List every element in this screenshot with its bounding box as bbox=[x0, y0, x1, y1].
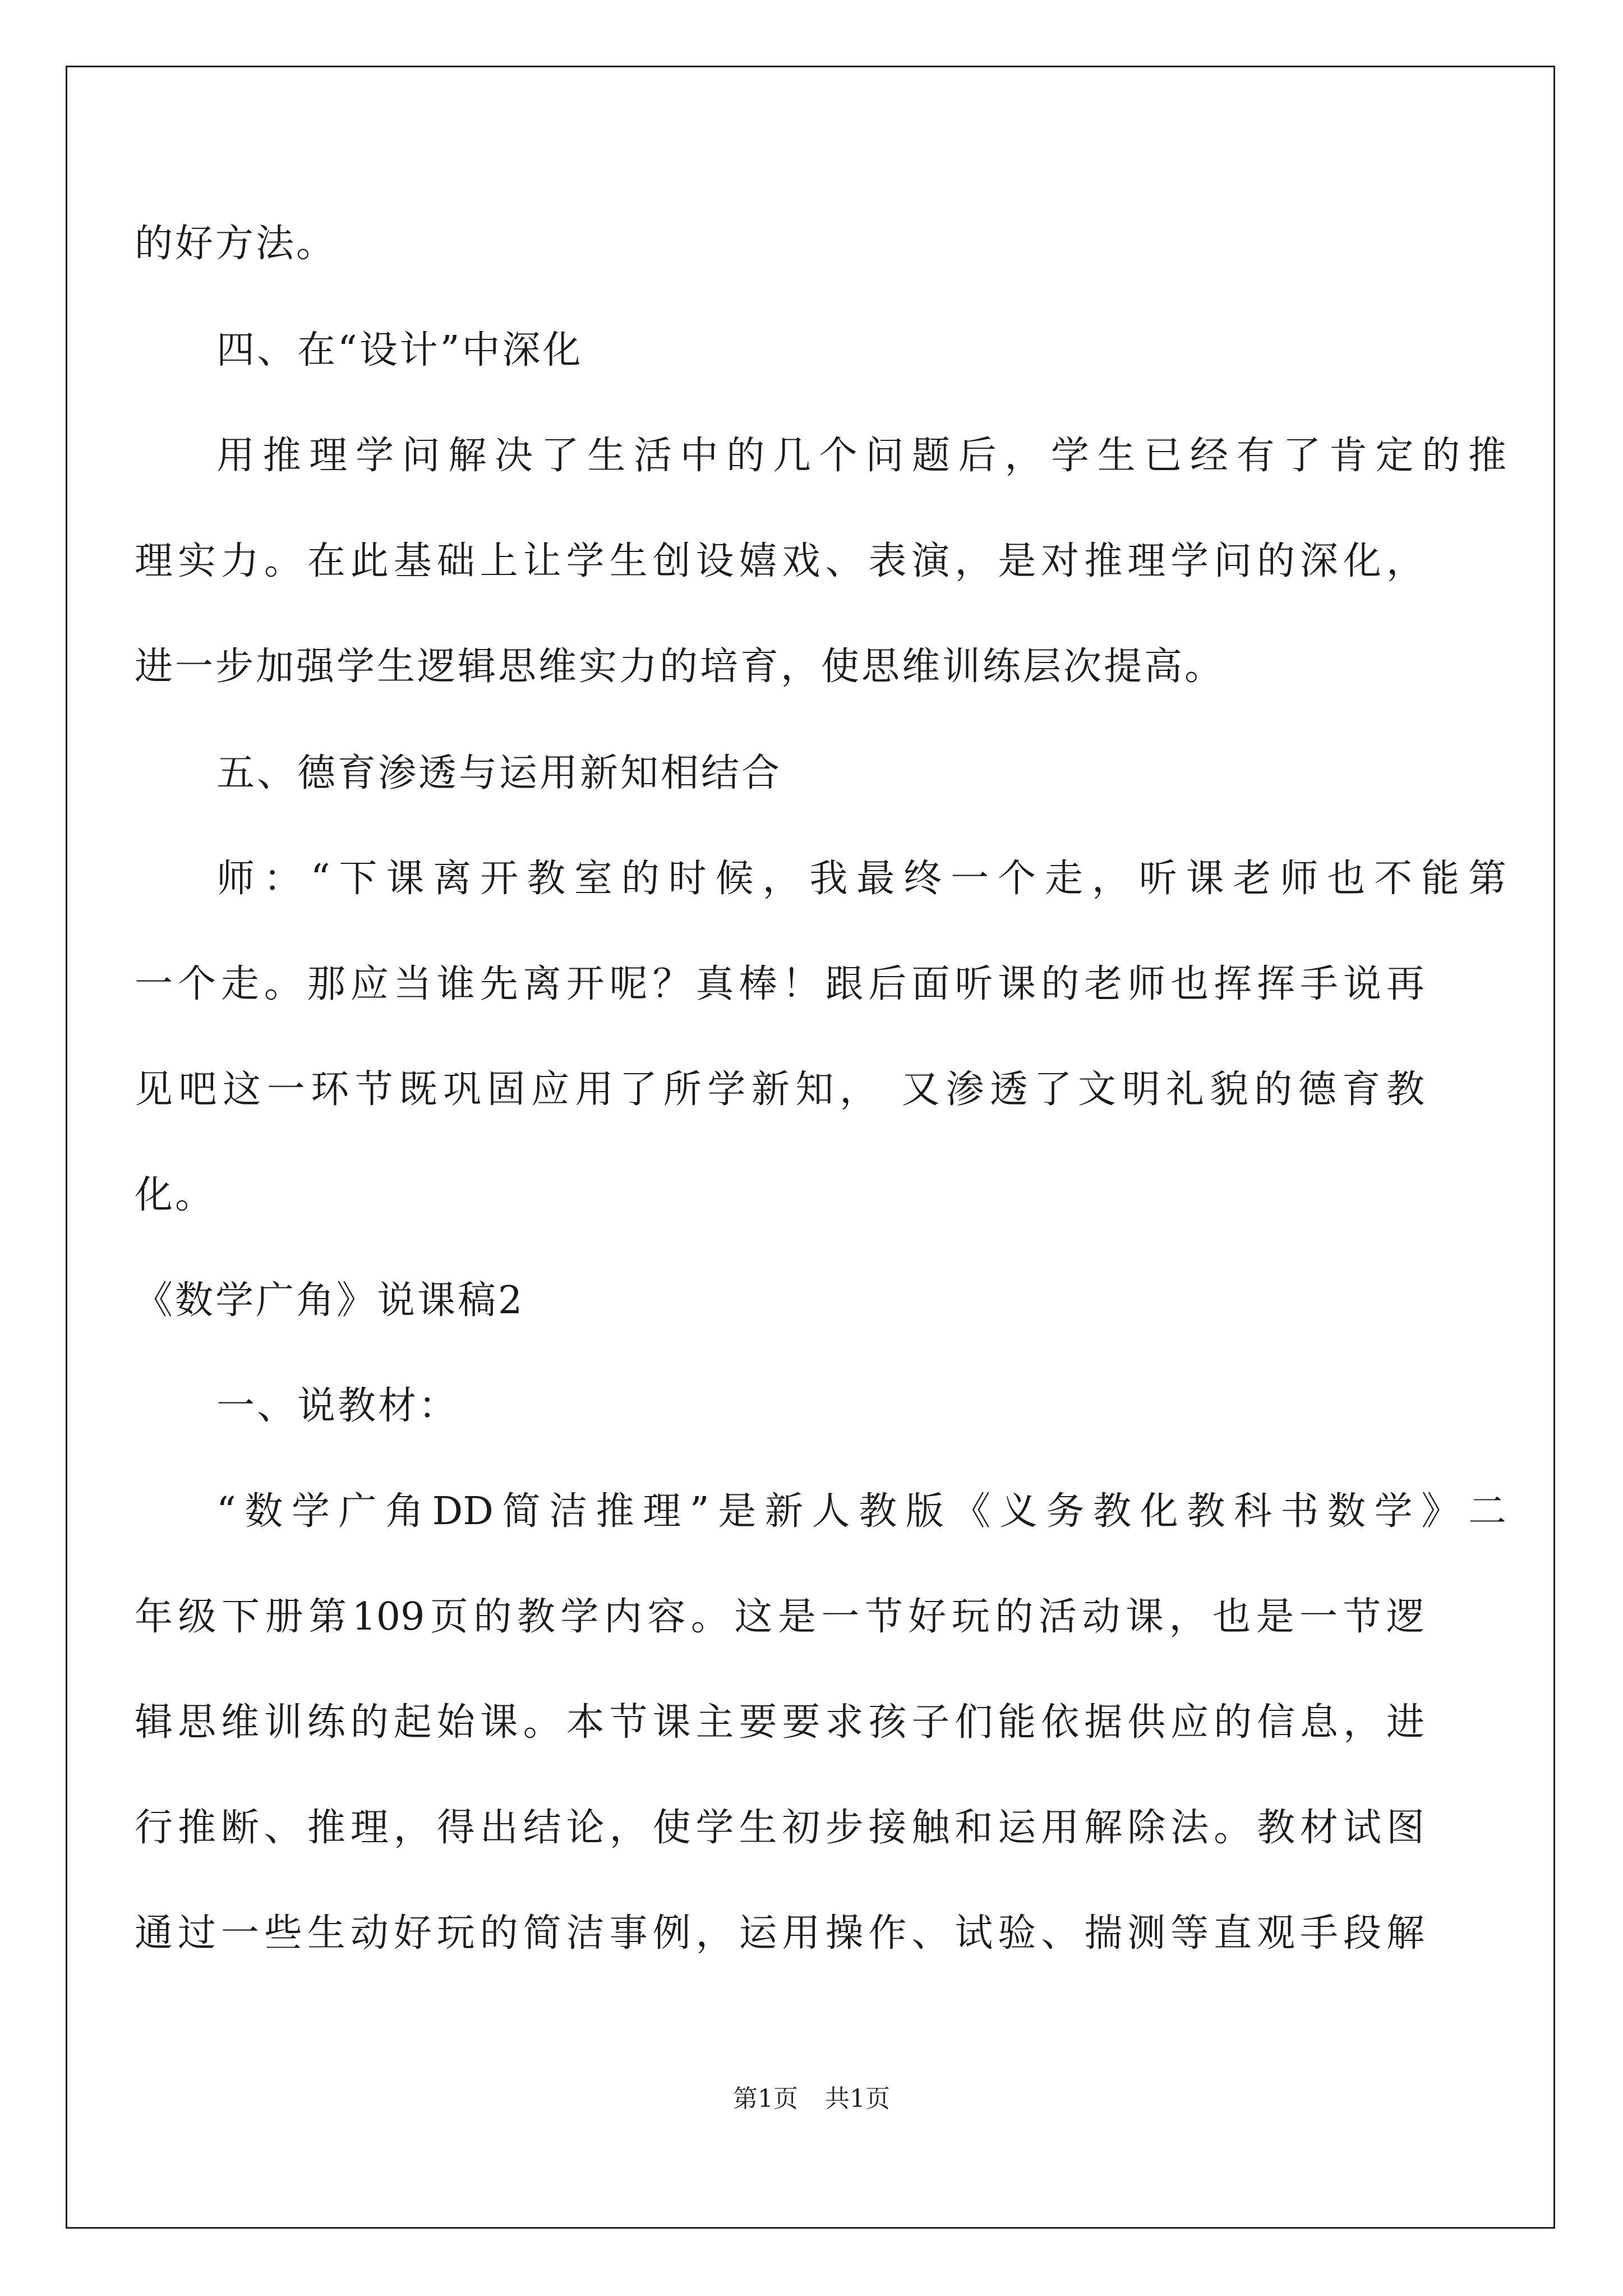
text-line: 进一步加强学生逻辑思维实力的培育，使思维训练层次提高。 bbox=[135, 645, 1225, 689]
text-line: 年级下册第109页的教学内容。这是一节好玩的活动课，也是一节逻 bbox=[135, 1595, 1424, 1639]
section-heading: 四、在“设计”中深化 bbox=[216, 328, 583, 372]
text-line: 的好方法。 bbox=[135, 222, 337, 266]
text-line: 一个走。那应当谁先离开呢？真棒！跟后面听课的老师也挥挥手说再 bbox=[135, 962, 1424, 1006]
text-line: 师：“下课离开教室的时候，我最终一个走，听课老师也不能第 bbox=[216, 857, 1506, 901]
text-line: 通过一些生动好玩的简洁事例，运用操作、试验、揣测等直观手段解 bbox=[135, 1911, 1424, 1955]
page-border bbox=[66, 66, 1555, 2229]
page-footer bbox=[0, 2082, 1623, 2116]
section-heading: 一、说教材： bbox=[216, 1384, 459, 1428]
section-heading: 五、德育渗透与运用新知相结合 bbox=[216, 751, 782, 795]
document-title: 《数学广角》说课稿2 bbox=[135, 1278, 525, 1323]
page-number: 第1页 bbox=[733, 2085, 798, 2113]
text-line: 化。 bbox=[135, 1173, 216, 1217]
text-line: 行推断、推理，得出结论，使学生初步接触和运用解除法。教材试图 bbox=[135, 1806, 1424, 1850]
text-line: 辑思维训练的起始课。本节课主要要求孩子们能依据供应的信息，进 bbox=[135, 1700, 1424, 1745]
text-line: 见吧这一环节既巩固应用了所学新知， 又渗透了文明礼貌的德育教 bbox=[135, 1068, 1424, 1112]
page-total: 共1页 bbox=[825, 2085, 890, 2113]
text-line: 用推理学问解决了生活中的几个问题后，学生已经有了肯定的推 bbox=[216, 434, 1506, 478]
text-line: “数学广角DD简洁推理”是新人教版《义务教化教科书数学》二 bbox=[216, 1489, 1506, 1534]
text-line: 理实力。在此基础上让学生创设嬉戏、表演，是对推理学问的深化， bbox=[135, 539, 1424, 583]
